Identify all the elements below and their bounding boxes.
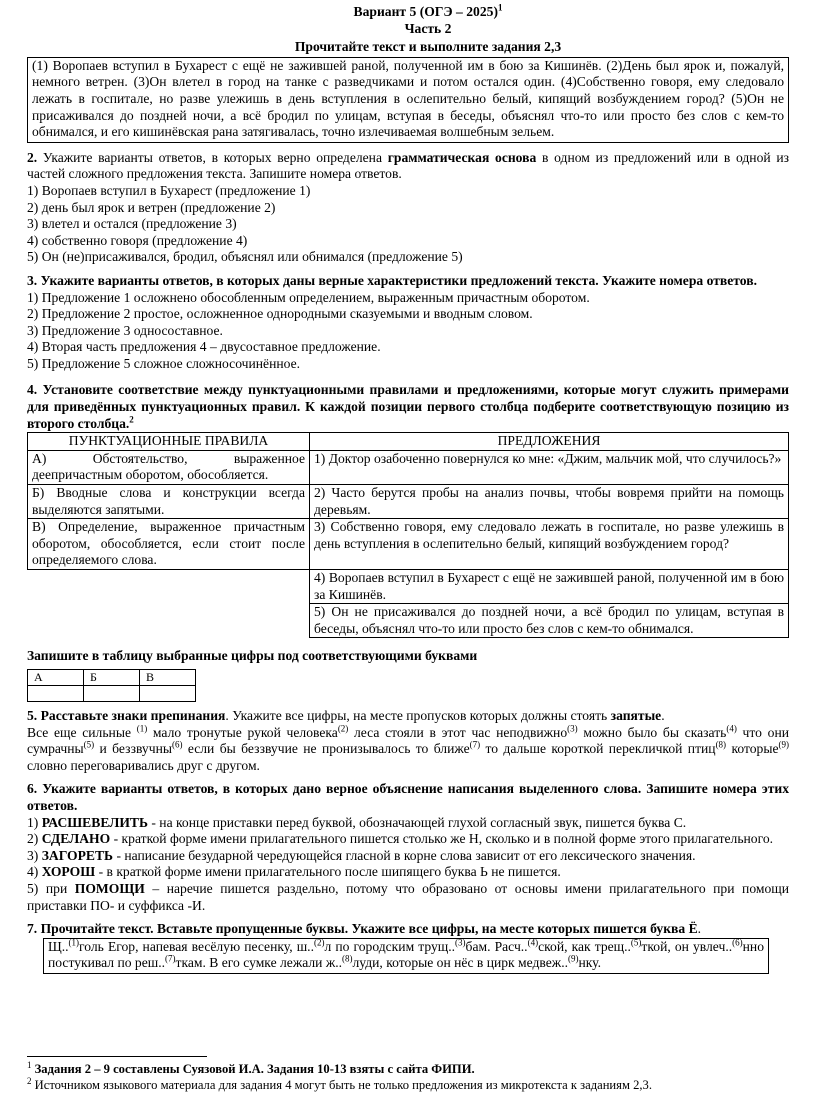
task-2-option: 4) собственно говоря (предложение 4) <box>27 232 248 248</box>
task-6-option: 4) ХОРОШ - в краткой форме имени прилагательного после шипящего буква Ь не пишется. <box>27 864 561 880</box>
task-3 <box>27 273 789 373</box>
sentence-cell: 2) Часто берутся пробы на анализ почвы, чтобы вовремя прийти на помощь деревьям. <box>310 485 789 519</box>
task-3-option: 2) Предложение 2 простое, осложненное однородными сказуемыми и вводным словом. <box>27 306 533 322</box>
sentence-cell: 3) Собственно говоря, ему следовало лежать в госпитале, но разве улежишь в день вступления в ослепительно белый, кипящий возбуждением город? <box>310 519 789 570</box>
answer-cell[interactable] <box>84 685 140 701</box>
variant-title: Вариант 5 (ОГЭ – 2025)$^1$ <box>353 2 503 19</box>
task-6-intro: 6. Укажите варианты ответов, в которых дано верное объяснение написания выделенного слова. Запишите номера этих ответов. <box>27 781 789 813</box>
rule-cell: В) Определение, выраженное причастным оборотом, обособляется, если стоит после определяемого слова. <box>28 519 310 570</box>
empty-cell <box>28 570 310 604</box>
task-5-text: Все еще сильные $^{(1)}$ мало тронутые рукой человека$^{(2)}$ леса стояли в этот час неподвижно$^{(3)}$ можно было бы сказать$^{(4)}$ что они сумрачны$^{(5)}$ и беззвучны$^{(6)}$ если бы беззвучие не пронизывалось то ближе$^{(7)}$ то дальше короткой перекличкой птиц$^{(8)}$ которые$^{(9)}$ словно переговаривались друг с другом. <box>27 723 790 773</box>
task-6-option: 5) при ПОМОЩИ – наречие пишется раздельно, потому что образовано от основы имени прилагательного при помощи приставки ПО- и суффикса -И. <box>27 880 790 913</box>
sentence-cell: 4) Воропаев вступил в Бухарест с ещё не зажившей раной, полученной им в бою за Кишинёв. <box>310 570 789 604</box>
task-3-option: 4) Вторая часть предложения 4 – двусоставное предложение. <box>27 339 381 355</box>
task-2-option: 5) Он (не)присаживался, бродил, объяснял или обнимался (предложение 5) <box>27 249 463 265</box>
task-4 <box>27 382 789 702</box>
answer-letter: Б <box>84 669 140 685</box>
answer-table <box>27 669 196 702</box>
task-5 <box>27 708 789 774</box>
matching-table <box>27 432 789 638</box>
task-5-intro: 5. Расставьте знаки препинания. Укажите все цифры, на месте пропусков которых должны стоять запятые. <box>27 707 665 723</box>
task-2-option: 1) Воропаев вступил в Бухарест (предложение 1) <box>27 182 311 198</box>
task-7-text-box: Щ..$^{(1)}$голь Егор, напевая весёлую песенку, ш..$^{(2)}$л по городским трущ..$^{(3)}$бам. Расч..$^{(4)}$ской, как трещ..$^{(5)}$ткой, он увлеч..$^{(6)}$нно постукивал по реш..$^{(7)}$ткам. В его сумке лежали ж..$^{(8)}$луди, которые он нёс в цирк медвеж..$^{(9)}$нку. <box>43 938 769 974</box>
task-3-intro: 3. Укажите варианты ответов, в которых даны верные характеристики предложений текста. Укажите номера ответов. <box>27 272 757 288</box>
task-2-intro: 2. Укажите варианты ответов, в которых верно определена грамматическая основа в одном из предложений или в одной из частей сложного предложения текста. Запишите номера ответов. <box>27 149 789 182</box>
sentence-cell: 5) Он не присаживался до поздней ночи, а всё бродил по улицам, вступая в беседы, объяснял что-то или просто без слов с кем-то обнимался. <box>310 604 789 638</box>
task-7-intro: 7. Прочитайте текст. Вставьте пропущенные буквы. Укажите все цифры, на месте которых пишется буква Ё. <box>27 921 702 937</box>
task-3-option: 1) Предложение 1 осложнено обособленным определением, выраженным причастным оборотом. <box>27 289 590 305</box>
rule-cell: А) Обстоятельство, выраженное деепричастным оборотом, обособляется. <box>28 450 310 484</box>
empty-cell <box>28 604 310 638</box>
task-6-option: 1) РАСШЕВЕЛИТЬ - на конце приставки перед буквой, обозначающей глухой согласный звук, пишется буква С. <box>27 814 687 830</box>
task-6 <box>27 781 789 914</box>
task-6-option: 3) ЗАГОРЕТЬ - написание безударной чередующейся гласной в корне слова зависит от его лексического значения. <box>27 847 696 863</box>
answer-cell[interactable] <box>28 685 84 701</box>
answer-cell[interactable] <box>140 685 196 701</box>
sentence-cell: 1) Доктор озабоченно повернулся ко мне: «Джим, мальчик мой, что случилось?» <box>310 450 789 484</box>
task-2-option: 2) день был ярок и ветрен (предложение 2) <box>27 199 276 215</box>
answer-prompt: Запишите в таблицу выбранные цифры под соответствующими буквами <box>27 648 478 664</box>
source-text-box: (1) Воропаев вступил в Бухарест с ещё не зажившей раной, полученной им в бою за Кишинёв. (2)День был ярок и, пожалуй, немного ветрен. (3)Он влетел в город на танке с разведчиками и потом остался один. (4)Собственно говоря, ему следовало лежать в госпитале, но разве улежишь в день вступления в ослепительно белый, кипящий возбуждением город? (5)Он не присаживался до поздней ночи, а всё бродил по улицам, вступая в беседы, объяснял что-то или просто без слов с кем-то обнимался, и его кишинёвская рана затягивалась, точно излечиваемая волшебным зельем. <box>27 57 789 143</box>
document-page <box>27 4 789 974</box>
task-3-option: 5) Предложение 5 сложное сложносочинённое. <box>27 355 301 371</box>
part-title: Часть 2 <box>404 20 452 36</box>
instruction-title: Прочитайте текст и выполните задания 2,3 <box>294 39 562 55</box>
answer-letter: А <box>28 669 84 685</box>
rule-cell: Б) Вводные слова и конструкции всегда выделяются запятыми. <box>28 485 310 519</box>
task-4-intro: 4. Установите соответствие между пунктуационными правилами и предложениями, которые могут служить примерами для приведённых пунктуационных правил. К каждой позиции первого столбца подберите соответствующую позицию из второго столбца.$^2$ <box>27 382 789 431</box>
rules-column-header: ПУНКТУАЦИОННЫЕ ПРАВИЛА <box>28 433 310 451</box>
task-2-option: 3) влетел и остался (предложение 3) <box>27 216 237 232</box>
task-3-option: 3) Предложение 3 односоставное. <box>27 322 223 338</box>
task-2 <box>27 150 789 266</box>
answer-letter: В <box>140 669 196 685</box>
footnote-1: $^1$ Задания 2 – 9 составлены Суязовой И.А. Задания 10-13 взяты с сайта ФИПИ. <box>27 1059 475 1076</box>
task-7 <box>27 921 789 974</box>
sentences-column-header: ПРЕДЛОЖЕНИЯ <box>310 433 789 451</box>
task-6-option: 2) СДЕЛАНО - краткой форме имени прилагательного пишется столько же Н, сколько и в полной форме этого прилагательного. <box>27 831 774 847</box>
footnotes <box>27 1055 787 1093</box>
footnote-2: $^2$ Источником языкового материала для задания 4 могут быть не только предложения из микротекста к заданиям 2,3. <box>27 1075 652 1092</box>
